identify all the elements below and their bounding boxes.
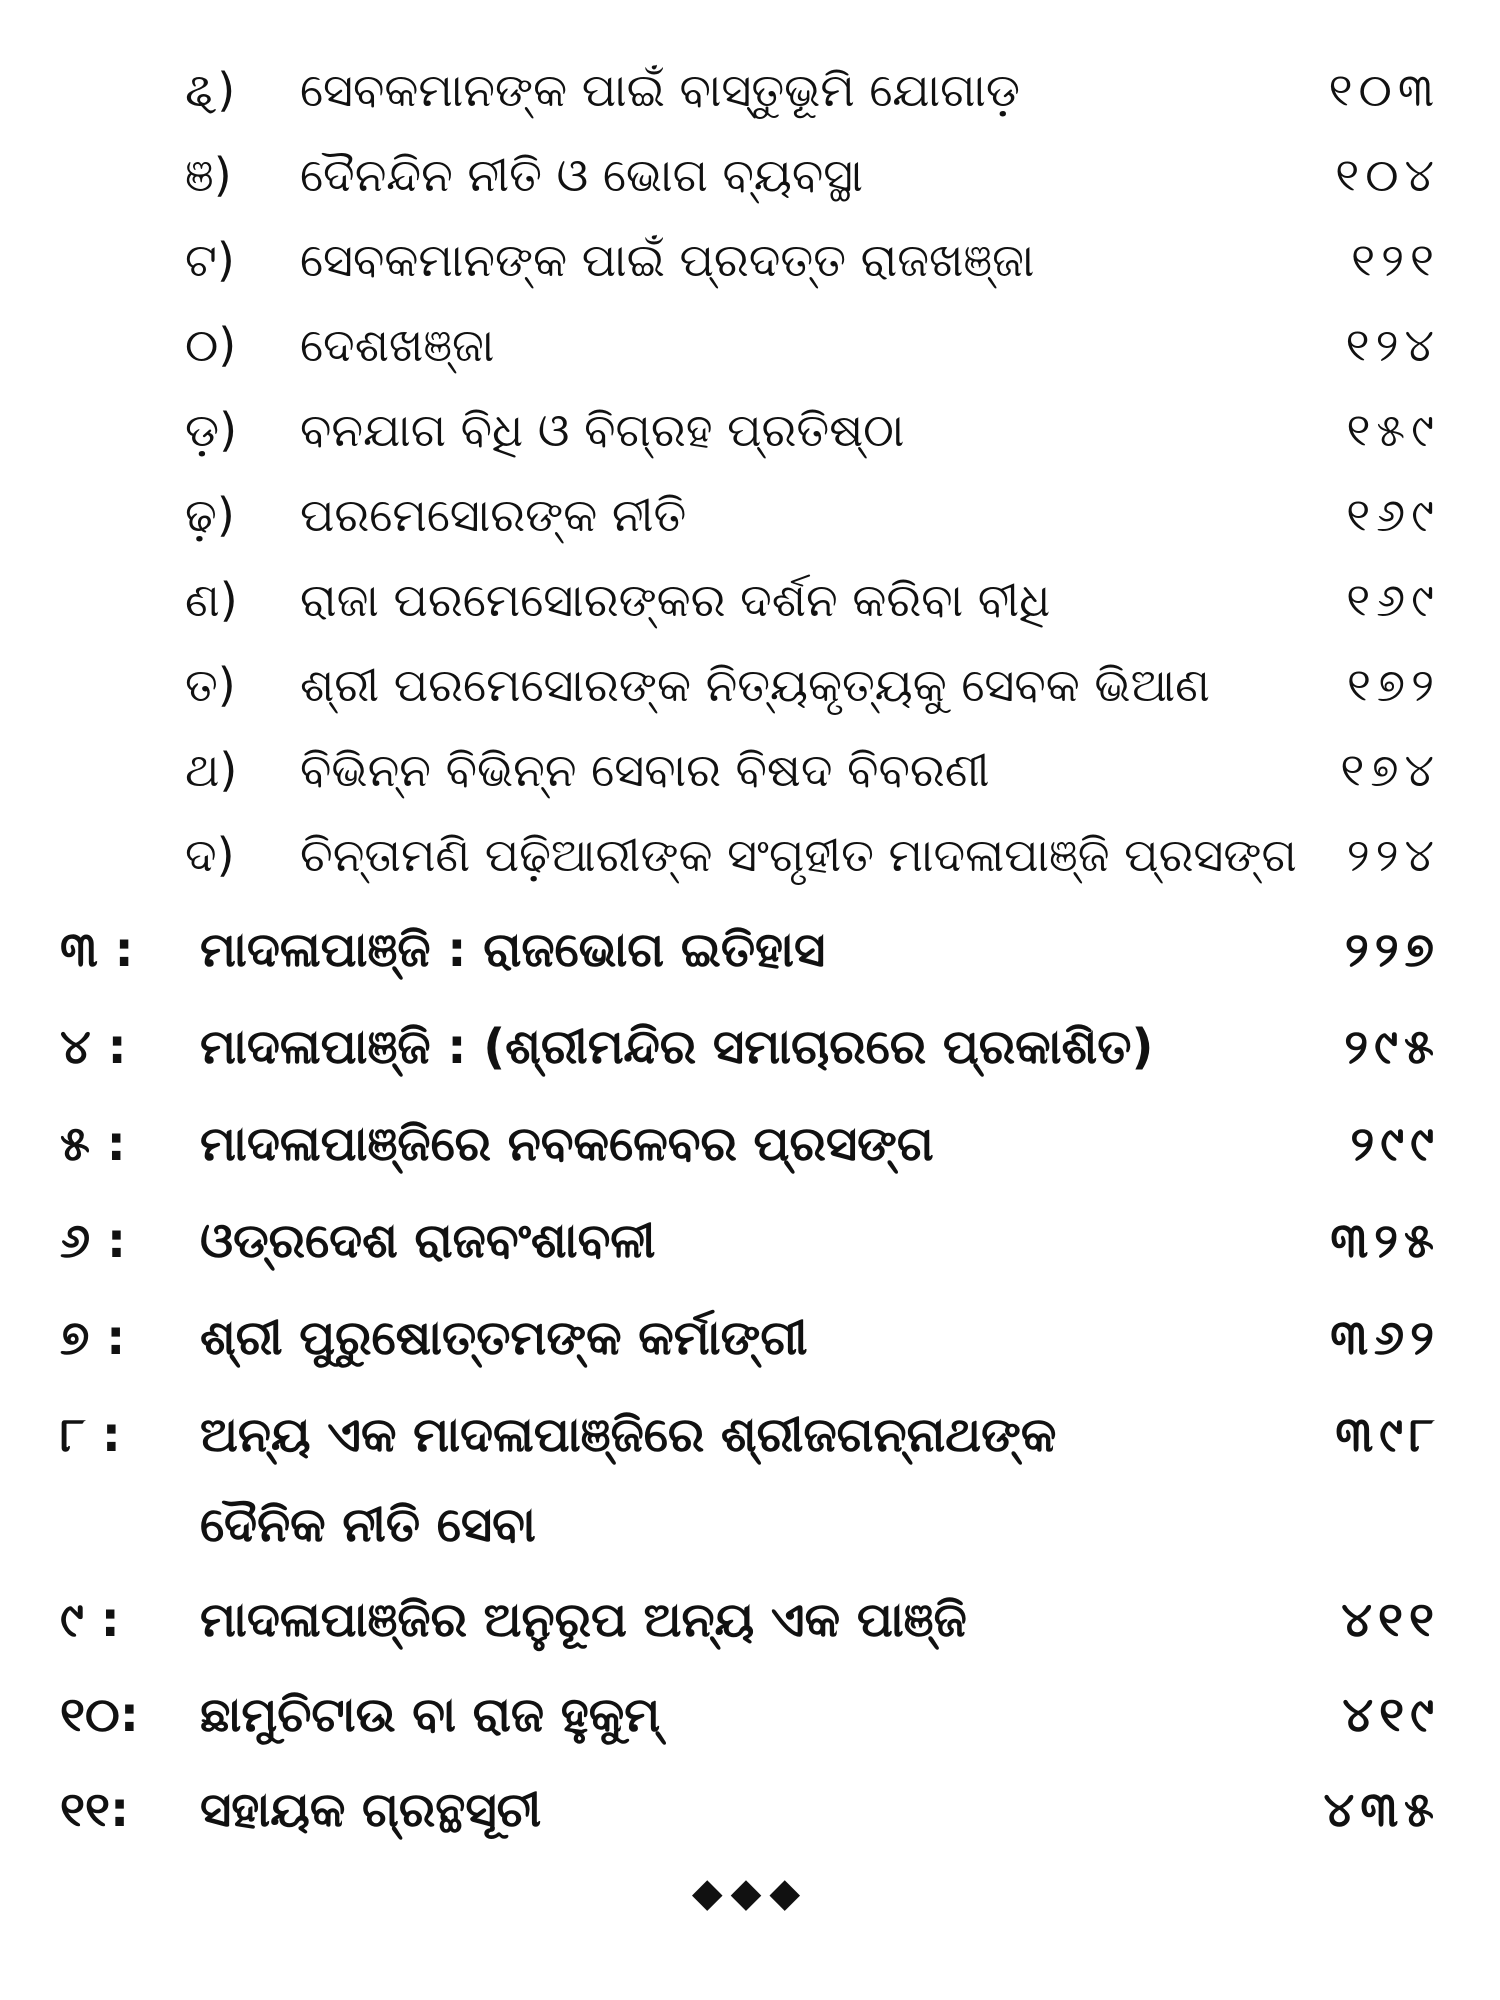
- toc-chapter: [0, 1109, 1500, 1179]
- entry-page-number: ୧୬୯: [1346, 573, 1440, 627]
- entry-title: ରାଜା ପରମେସୋରଙ୍କର ଦର୍ଶନ କରିବା ବୀଧି: [300, 573, 1051, 627]
- entry-number: ଣ): [185, 573, 238, 627]
- chapter-number: ୭ :: [60, 1310, 126, 1366]
- entry-title: ବନଯାଗ ବିଧି ଓ ବିଗ୍ରହ ପ୍ରତିଷ୍ଠା: [300, 403, 905, 457]
- entry-number: ଢ଼): [185, 488, 235, 542]
- toc-subentry: [0, 225, 1500, 295]
- toc-chapter: [0, 1400, 1500, 1470]
- entry-number: ଞ): [185, 148, 232, 202]
- chapter-number: ୧୦:: [60, 1687, 139, 1743]
- chapter-page-number: ୨୯୫: [1344, 1019, 1440, 1075]
- chapter-page-number: ୩୬୨: [1330, 1310, 1440, 1366]
- toc-subentry: [0, 820, 1500, 890]
- entry-number: ୦): [185, 318, 237, 372]
- entry-title: ଚିନ୍ତାମଣି ପଢ଼ିଆରୀଙ୍କ ସଂଗୃହୀତ ମାଦଳାପାଞ୍ଜି ପ୍ରସଙ୍ଗ: [300, 828, 1297, 882]
- chapter-title: ଛାମୁଚିଟାଉ ବା ରାଜ ହୁକୁମ୍: [200, 1687, 661, 1743]
- chapter-title: ମାଦଳାପାଞ୍ଜିର ଅନୁରୂପ ଅନ୍ୟ ଏକ ପାଞ୍ଜି: [200, 1592, 967, 1648]
- chapter-title: ସହାୟକ ଗ୍ରନ୍ଥସୂଚୀ: [200, 1782, 542, 1838]
- chapter-page-number: ୨୯୯: [1350, 1116, 1440, 1172]
- entry-page-number: ୧୦୪: [1335, 148, 1440, 202]
- entry-title: ଦେଶଖଞ୍ଜା: [300, 318, 495, 372]
- toc-subentry: [0, 735, 1500, 805]
- entry-number: ଥ): [185, 743, 238, 797]
- toc-chapter: [0, 1680, 1500, 1750]
- entry-page-number: ୧୨୪: [1345, 318, 1440, 372]
- toc-chapter: [0, 1585, 1500, 1655]
- chapter-number: ୫ :: [60, 1116, 126, 1172]
- toc-chapter: [0, 1012, 1500, 1082]
- chapter-title: ମାଦଳାପାଞ୍ଜିରେ ନବକଳେବର ପ୍ରସଙ୍ଗ: [200, 1116, 934, 1172]
- chapter-number: ୪ :: [60, 1019, 127, 1075]
- entry-number: ୡ): [185, 63, 236, 117]
- toc-chapter-continuation: [0, 1490, 1500, 1560]
- chapter-title: ଶ୍ରୀ ପୁରୁଷୋତ୍ତମଙ୍କ କର୍ମାଙ୍ଗୀ: [200, 1310, 808, 1366]
- chapter-page-number: ୩୨୫: [1330, 1213, 1440, 1269]
- entry-title: ସେବକମାନଙ୍କ ପାଇଁ ପ୍ରଦତ୍ତ ରାଜଖଞ୍ଜା: [300, 233, 1035, 287]
- toc-subentry: [0, 650, 1500, 720]
- toc-chapter: [0, 915, 1500, 985]
- toc-chapter: [0, 1206, 1500, 1276]
- chapter-number: ୬ :: [60, 1213, 127, 1269]
- toc-subentry: [0, 140, 1500, 210]
- chapter-title: ମାଦଳାପାଞ୍ଜି : (ଶ୍ରୀମନ୍ଦିର ସମାଚାରରେ ପ୍ରକାଶିତ): [200, 1019, 1154, 1075]
- chapter-page-number: ୪୧୧: [1341, 1592, 1440, 1648]
- toc-subentry: [0, 310, 1500, 380]
- entry-page-number: ୧୭୪: [1340, 743, 1440, 797]
- entry-page-number: ୧୫୯: [1346, 403, 1440, 457]
- entry-title: ପରମେସୋରଙ୍କ ନୀତି: [300, 488, 687, 542]
- chapter-title-continuation: ଦୈନିକ ନୀତି ସେବା: [200, 1497, 536, 1553]
- entry-number: ଡ଼): [185, 403, 238, 457]
- chapter-number: ୩ :: [60, 922, 134, 978]
- entry-number: ତ): [185, 658, 236, 712]
- chapter-number: ୧୧:: [60, 1782, 130, 1838]
- toc-chapter: [0, 1303, 1500, 1373]
- toc-subentry: [0, 395, 1500, 465]
- chapter-page-number: ୩୯୮: [1335, 1407, 1440, 1463]
- chapter-number: ୮ :: [60, 1407, 121, 1463]
- entry-page-number: ୧୭୨: [1346, 658, 1440, 712]
- entry-title: ଦୈନନ୍ଦିନ ନୀତି ଓ ଭୋଗ ବ୍ୟବସ୍ଥା: [300, 148, 864, 202]
- chapter-number: ୯ :: [60, 1592, 120, 1648]
- entry-title: ଶ୍ରୀ ପରମେସୋରଙ୍କ ନିତ୍ୟକୃତ୍ୟକୁ ସେବକ ଭିଆଣ: [300, 658, 1210, 712]
- toc-subentry: [0, 480, 1500, 550]
- entry-number: ଦ): [185, 828, 235, 882]
- entry-page-number: ୧୦୩: [1328, 63, 1440, 117]
- chapter-title: ଓଡ୍ରଦେଶ ରାଜବଂଶାବଳୀ: [200, 1213, 656, 1269]
- chapter-title: ଅନ୍ୟ ଏକ ମାଦଳାପାଞ୍ଜିରେ ଶ୍ରୀଜଗନ୍ନାଥଙ୍କ: [200, 1407, 1057, 1463]
- entry-title: ବିଭିନ୍ନ ବିଭିନ୍ନ ସେବାର ବିଷଦ ବିବରଣୀ: [300, 743, 990, 797]
- entry-number: ଟ): [185, 233, 235, 287]
- chapter-title: ମାଦଳାପାଞ୍ଜି : ରାଜଭୋଗ ଇତିହାସ: [200, 922, 826, 978]
- chapter-page-number: ୪୧୯: [1342, 1687, 1440, 1743]
- toc-chapter: [0, 1775, 1500, 1845]
- toc-subentry: [0, 55, 1500, 125]
- chapter-page-number: ୨୨୭: [1344, 922, 1440, 978]
- toc-subentry: [0, 565, 1500, 635]
- entry-page-number: ୨୨୪: [1346, 828, 1440, 882]
- entry-page-number: ୧୬୯: [1346, 488, 1440, 542]
- entry-title: ସେବକମାନଙ୍କ ପାଇଁ ବାସ୍ତୁଭୂମି ଯୋଗାଡ଼: [300, 63, 1020, 117]
- entry-page-number: ୧୨୧: [1351, 233, 1440, 287]
- end-ornament: ◆◆◆: [691, 1870, 809, 1916]
- chapter-page-number: ୪୩୫: [1323, 1782, 1440, 1838]
